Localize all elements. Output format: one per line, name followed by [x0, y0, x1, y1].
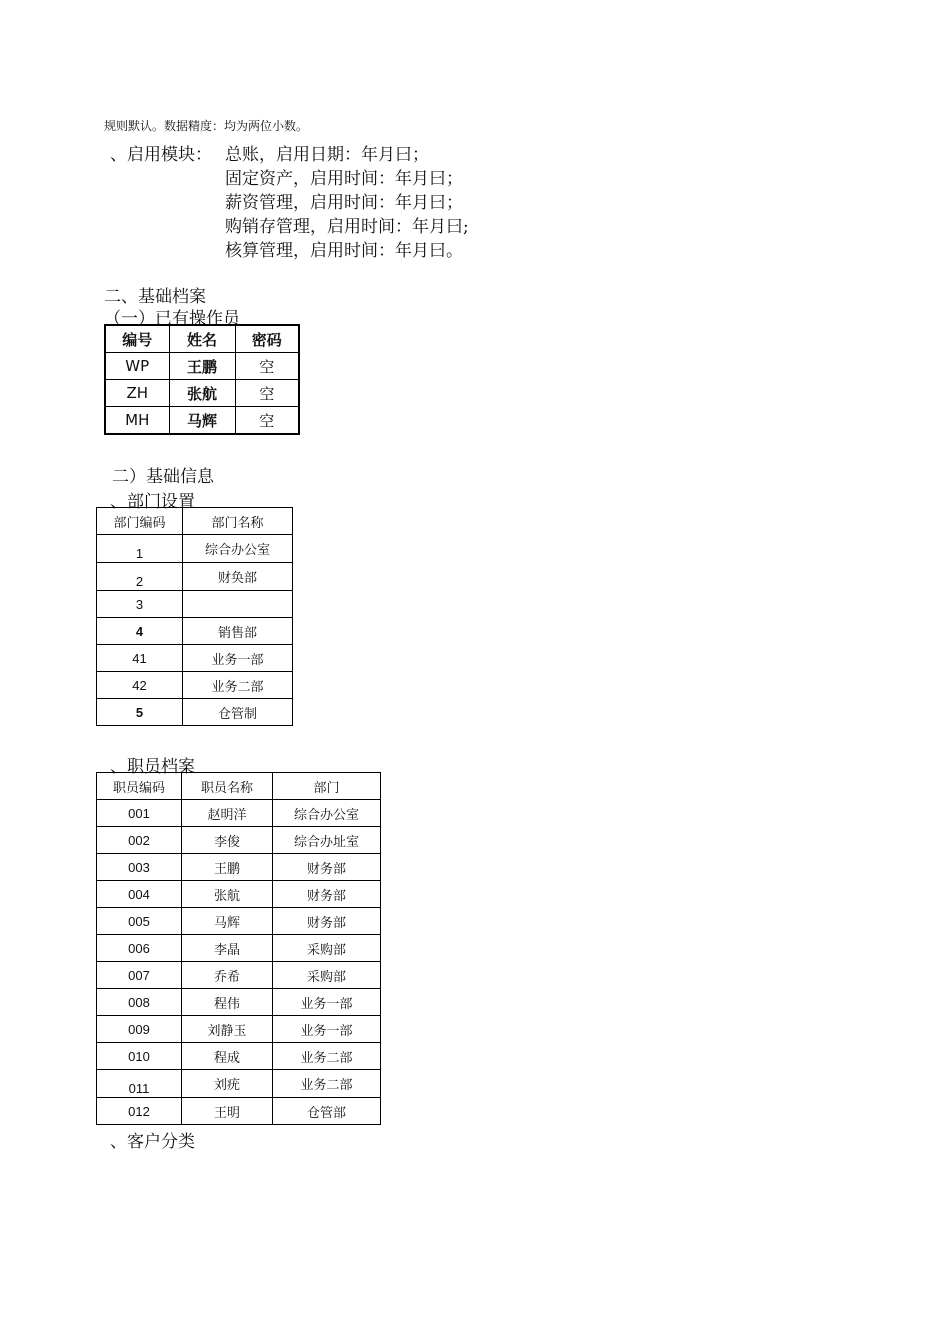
header-cell: 编号 — [105, 325, 169, 353]
table-row — [97, 1016, 381, 1043]
emp-name: 刘静玉 — [182, 1016, 273, 1043]
emp-dept: 采购部 — [273, 962, 381, 989]
table-row — [97, 935, 381, 962]
table-row — [105, 407, 299, 435]
emp-dept: 业务二部 — [273, 1043, 381, 1070]
emp-dept: 采购部 — [273, 935, 381, 962]
dept-code: 5 — [97, 699, 183, 726]
operator-password: 空 — [235, 407, 299, 435]
emp-dept: 综合办公室 — [273, 800, 381, 827]
table-row — [97, 563, 293, 591]
emp-dept: 业务一部 — [273, 989, 381, 1016]
departments-header-row — [97, 508, 293, 535]
operator-name: 马辉 — [169, 407, 235, 435]
operator-code: MH — [105, 407, 169, 435]
emp-name: 李晶 — [182, 935, 273, 962]
module-line-gl: 总账，启用日期：年月曰； — [225, 145, 429, 165]
emp-code: 005 — [97, 908, 182, 935]
table-row — [97, 672, 293, 699]
operators-table — [104, 324, 300, 435]
table-row — [97, 535, 293, 563]
emp-name: 程伟 — [182, 989, 273, 1016]
emp-code: 003 — [97, 854, 182, 881]
operators-title: （一）已有操作员 — [104, 309, 240, 329]
section-title-basic-archives: 二、基础档案 — [104, 287, 206, 307]
departments-table — [96, 507, 293, 726]
header-cell: 职员名称 — [182, 773, 273, 800]
dept-code: 4 — [97, 618, 183, 645]
operator-password: 空 — [235, 353, 299, 380]
emp-dept: 业务一部 — [273, 1016, 381, 1043]
dept-name: 业务一部 — [183, 645, 293, 672]
emp-name: 刘疣 — [182, 1070, 273, 1098]
emp-code: 006 — [97, 935, 182, 962]
header-cell: 部门 — [273, 773, 381, 800]
emp-name: 李俊 — [182, 827, 273, 854]
emp-name: 乔希 — [182, 962, 273, 989]
dept-name: 财奂部 — [183, 563, 293, 591]
header-cell: 密码 — [235, 325, 299, 353]
dept-name: 综合办公室 — [183, 535, 293, 563]
header-cell: 部门名称 — [183, 508, 293, 535]
table-row — [97, 1070, 381, 1098]
table-row — [97, 854, 381, 881]
employees-table — [96, 772, 381, 1125]
emp-dept: 综合办址室 — [273, 827, 381, 854]
customer-class-title: 、客户分类 — [110, 1132, 195, 1152]
emp-dept: 业务二部 — [273, 1070, 381, 1098]
dept-name: 业务二部 — [183, 672, 293, 699]
dept-code: 3 — [97, 591, 183, 618]
table-row — [97, 699, 293, 726]
modules-label: 、启用模块： — [110, 145, 212, 165]
operators-header-row — [105, 325, 299, 353]
emp-code: 010 — [97, 1043, 182, 1070]
emp-code: 002 — [97, 827, 182, 854]
operator-name: 张航 — [169, 380, 235, 407]
emp-title: 、职员档案 — [110, 757, 195, 777]
table-row — [97, 881, 381, 908]
dept-code: 42 — [97, 672, 183, 699]
table-row — [105, 353, 299, 380]
table-row — [97, 908, 381, 935]
emp-name: 赵明洋 — [182, 800, 273, 827]
operator-code: WP — [105, 353, 169, 380]
operator-name: 王鹏 — [169, 353, 235, 380]
header-cell: 职员编码 — [97, 773, 182, 800]
emp-dept: 财务部 — [273, 881, 381, 908]
dept-code: 41 — [97, 645, 183, 672]
dept-code: 1 — [97, 535, 183, 563]
dept-name: 仓管制 — [183, 699, 293, 726]
dept-title: 、部门设置 — [110, 492, 195, 512]
module-line-payroll: 薪资管理，启用时间：年月曰； — [225, 193, 463, 213]
emp-name: 马辉 — [182, 908, 273, 935]
emp-name: 王明 — [182, 1098, 273, 1125]
rules-line: 规则默认。数据精度：均为两位小数。 — [104, 119, 309, 133]
dept-code: 2 — [97, 563, 183, 591]
basic-info-title: 二）基础信息 — [112, 467, 214, 487]
emp-dept: 仓管部 — [273, 1098, 381, 1125]
emp-dept: 财务部 — [273, 908, 381, 935]
table-row — [97, 989, 381, 1016]
table-row — [97, 645, 293, 672]
operator-password: 空 — [235, 380, 299, 407]
table-row — [97, 591, 293, 618]
header-cell: 部门编码 — [97, 508, 183, 535]
emp-name: 张航 — [182, 881, 273, 908]
header-cell: 姓名 — [169, 325, 235, 353]
emp-code: 001 — [97, 800, 182, 827]
emp-code: 009 — [97, 1016, 182, 1043]
table-row — [97, 800, 381, 827]
emp-name: 程成 — [182, 1043, 273, 1070]
dept-name — [183, 591, 293, 618]
emp-code: 011 — [97, 1070, 182, 1098]
table-row — [97, 827, 381, 854]
table-row — [97, 618, 293, 645]
emp-code: 012 — [97, 1098, 182, 1125]
module-line-purchase-sales: 购销存管理，启用时间：年月曰; — [225, 217, 469, 237]
module-line-fixed-assets: 固定资产，启用时间：年月曰； — [225, 169, 463, 189]
module-line-accounting: 核算管理，启用时间：年月曰。 — [225, 241, 463, 261]
employees-header-row — [97, 773, 381, 800]
emp-name: 王鹏 — [182, 854, 273, 881]
table-row — [97, 1098, 381, 1125]
operator-code: ZH — [105, 380, 169, 407]
dept-name: 销售部 — [183, 618, 293, 645]
table-row — [97, 962, 381, 989]
emp-dept: 财务部 — [273, 854, 381, 881]
emp-code: 008 — [97, 989, 182, 1016]
table-row — [97, 1043, 381, 1070]
table-row — [105, 380, 299, 407]
emp-code: 004 — [97, 881, 182, 908]
emp-code: 007 — [97, 962, 182, 989]
